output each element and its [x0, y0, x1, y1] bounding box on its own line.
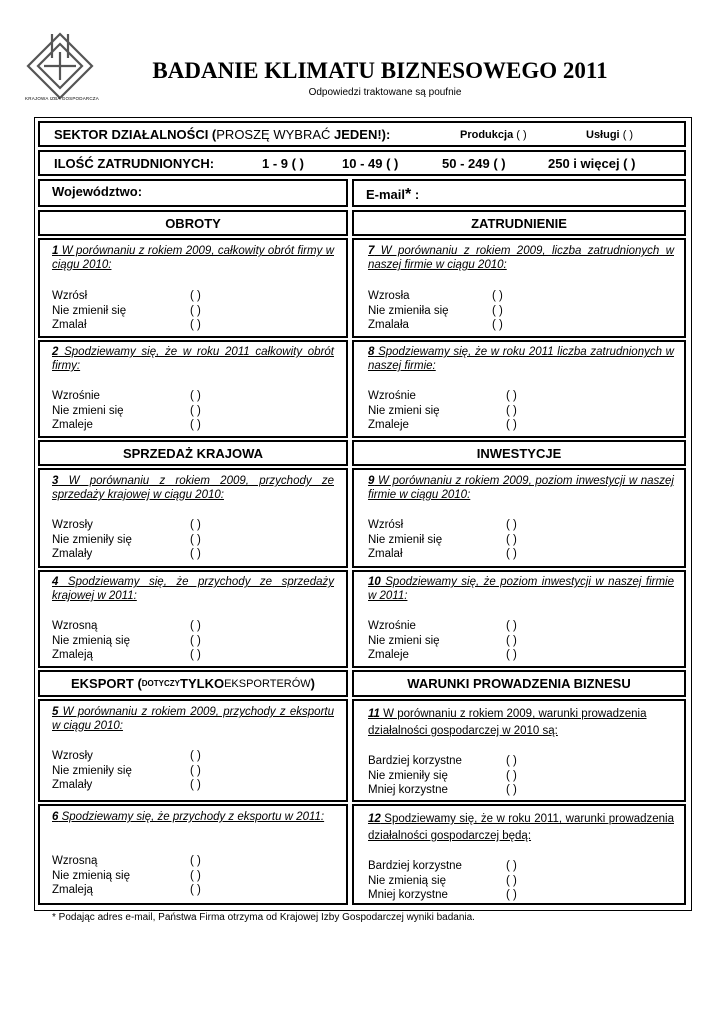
question-12-box — [352, 804, 686, 905]
page-title: BADANIE KLIMATU BIZNESOWEGO 2011 — [152, 58, 608, 83]
q11-option-3[interactable]: Mniej korzystne ( ) — [368, 784, 517, 796]
q3-option-2[interactable]: Nie zmieniły się ( ) — [52, 533, 201, 546]
sector-row — [38, 121, 686, 147]
question-5-text: 5 W porównaniu z rokiem 2009, przychody z eksportu w ciągu 2010: — [52, 706, 334, 732]
q1-option-3[interactable]: Zmalał ( ) — [52, 319, 201, 331]
sector-option-services[interactable]: Usługi ( ) — [586, 129, 634, 141]
q1-option-2[interactable]: Nie zmienił się ( ) — [52, 304, 201, 317]
question-6-text: 6 Spodziewamy się, że przychody z eksportu w 2011: — [52, 811, 325, 823]
section-warunki: WARUNKI PROWADZENIA BIZNESU — [352, 670, 686, 697]
question-3-box — [38, 468, 348, 568]
q11-option-1[interactable]: Bardziej korzystne ( ) — [368, 755, 517, 767]
question-4-text: 4 Spodziewamy się, że przychody ze sprzedaży krajowej w 2011: — [52, 576, 334, 602]
question-9-box — [352, 468, 686, 568]
question-1-box — [38, 238, 348, 338]
q1-option-1[interactable]: Wzrósł ( ) — [52, 290, 201, 302]
question-10-text: 10 Spodziewamy się, że poziom inwestycji w naszej firmie w 2011: — [368, 576, 674, 602]
section-eksport: EKSPORT ( DOTYCZY TYLKO EKSPORTERÓW ) — [38, 670, 348, 697]
section-inwestycje: INWESTYCJE — [352, 440, 686, 466]
employment-row — [38, 150, 686, 176]
question-8-box — [352, 340, 686, 438]
question-7-text: 7 W porównaniu z rokiem 2009, liczba zatrudnionych w naszej firmie w ciągu 2010: — [368, 245, 674, 271]
q10-option-1[interactable]: Wzrośnie ( ) — [368, 620, 517, 632]
section-obroty: OBROTY — [38, 210, 348, 236]
q8-option-3[interactable]: Zmaleje ( ) — [368, 419, 517, 431]
question-2-text: 2 Spodziewamy się, że w roku 2011 całkowity obrót firmy: — [52, 346, 334, 372]
employment-option-1-9[interactable]: 1 - 9 ( ) — [262, 156, 304, 171]
question-6-box — [38, 804, 348, 905]
section-sprzedaz-krajowa: SPRZEDAŻ KRAJOWA — [38, 440, 348, 466]
region-field[interactable] — [38, 179, 348, 207]
q9-option-2[interactable]: Nie zmienił się ( ) — [368, 533, 517, 546]
footnote: * Podając adres e-mail, Państwa Firma otrzyma od Krajowej Izby Gospodarczej wyniki badania. — [52, 912, 475, 923]
question-9-text: 9 W porównaniu z rokiem 2009, poziom inwestycji w naszej firmie w ciągu 2010: — [368, 475, 674, 501]
email-label: E-mail — [366, 187, 406, 202]
q6-option-2[interactable]: Nie zmienią się ( ) — [52, 869, 201, 882]
q10-option-2[interactable]: Nie zmieni się ( ) — [368, 634, 517, 647]
q7-option-2[interactable]: Nie zmieniła się ( ) — [368, 304, 503, 317]
section-zatrudnienie: ZATRUDNIENIE — [352, 210, 686, 236]
question-3-text: 3 W porównaniu z rokiem 2009, przychody ze sprzedaży krajowej w ciągu 2010: — [52, 475, 334, 501]
q12-option-3[interactable]: Mniej korzystne ( ) — [368, 889, 517, 901]
sector-option-production[interactable]: Produkcja ( ) — [460, 129, 527, 141]
question-10-box — [352, 570, 686, 668]
question-8-text: 8 Spodziewamy się, że w roku 2011 liczba zatrudnionych w naszej firmie: — [368, 346, 674, 372]
q12-option-2[interactable]: Nie zmienią się ( ) — [368, 874, 517, 887]
q8-option-1[interactable]: Wzrośnie ( ) — [368, 390, 517, 402]
email-field[interactable]: E-mail* : — [352, 179, 686, 207]
q3-option-3[interactable]: Zmalały ( ) — [52, 548, 201, 560]
q5-option-3[interactable]: Zmalały ( ) — [52, 779, 201, 791]
q4-option-2[interactable]: Nie zmienią się ( ) — [52, 634, 201, 647]
question-11-box — [352, 699, 686, 802]
q4-option-3[interactable]: Zmaleją ( ) — [52, 649, 201, 661]
q2-option-1[interactable]: Wzrośnie ( ) — [52, 390, 201, 402]
q5-option-2[interactable]: Nie zmieniły się ( ) — [52, 764, 201, 777]
q12-option-1[interactable]: Bardziej korzystne ( ) — [368, 860, 517, 872]
question-1-text: 1 W porównaniu z rokiem 2009, całkowity obrót firmy w ciągu 2010: — [52, 245, 334, 271]
question-11-text: 11 W porównaniu z rokiem 2009, warunki prowadzenia działalności gospodarczej w 2010 są: — [368, 708, 647, 737]
employment-option-250-plus[interactable]: 250 i więcej ( ) — [548, 156, 636, 171]
sector-label-mid: PROSZĘ WYBRAĆ — [216, 127, 331, 142]
q7-option-3[interactable]: Zmalała ( ) — [368, 319, 503, 331]
q4-option-1[interactable]: Wzrosną ( ) — [52, 620, 201, 632]
email-asterisk: * — [405, 186, 412, 203]
employment-option-10-49[interactable]: 10 - 49 ( ) — [342, 156, 399, 171]
region-label: Województwo: — [52, 184, 143, 199]
page-subtitle: Odpowiedzi traktowane są poufnie — [308, 87, 462, 98]
logo-caption: KRAJOWA IZBA GOSPODARCZA — [25, 96, 99, 101]
q6-option-3[interactable]: Zmaleją ( ) — [52, 884, 201, 896]
q6-option-1[interactable]: Wzrosną ( ) — [52, 855, 201, 867]
q9-option-3[interactable]: Zmalał ( ) — [368, 548, 517, 560]
q5-option-1[interactable]: Wzrosły ( ) — [52, 750, 201, 762]
q11-option-2[interactable]: Nie zmieniły się ( ) — [368, 769, 517, 782]
question-4-box — [38, 570, 348, 668]
question-5-box — [38, 699, 348, 802]
employment-option-50-249[interactable]: 50 - 249 ( ) — [442, 156, 506, 171]
question-12-text: 12 Spodziewamy się, że w roku 2011, warunki prowadzenia działalności gospodarczej będą: — [368, 813, 674, 842]
q7-option-1[interactable]: Wzrosła ( ) — [368, 290, 503, 302]
question-7-box — [352, 238, 686, 338]
q3-option-1[interactable]: Wzrosły ( ) — [52, 519, 201, 531]
q9-option-1[interactable]: Wzrósł ( ) — [368, 519, 517, 531]
chamber-logo-icon — [22, 28, 98, 104]
q10-option-3[interactable]: Zmaleje ( ) — [368, 649, 517, 661]
q8-option-2[interactable]: Nie zmieni się ( ) — [368, 404, 517, 417]
employment-label: ILOŚĆ ZATRUDNIONYCH: — [54, 156, 215, 171]
q2-option-3[interactable]: Zmaleje ( ) — [52, 419, 201, 431]
question-2-box — [38, 340, 348, 438]
q2-option-2[interactable]: Nie zmieni się ( ) — [52, 404, 201, 417]
sector-label-end: JEDEN!): — [330, 127, 391, 142]
sector-label: SEKTOR DZIAŁALNOŚCI ( — [54, 127, 217, 142]
